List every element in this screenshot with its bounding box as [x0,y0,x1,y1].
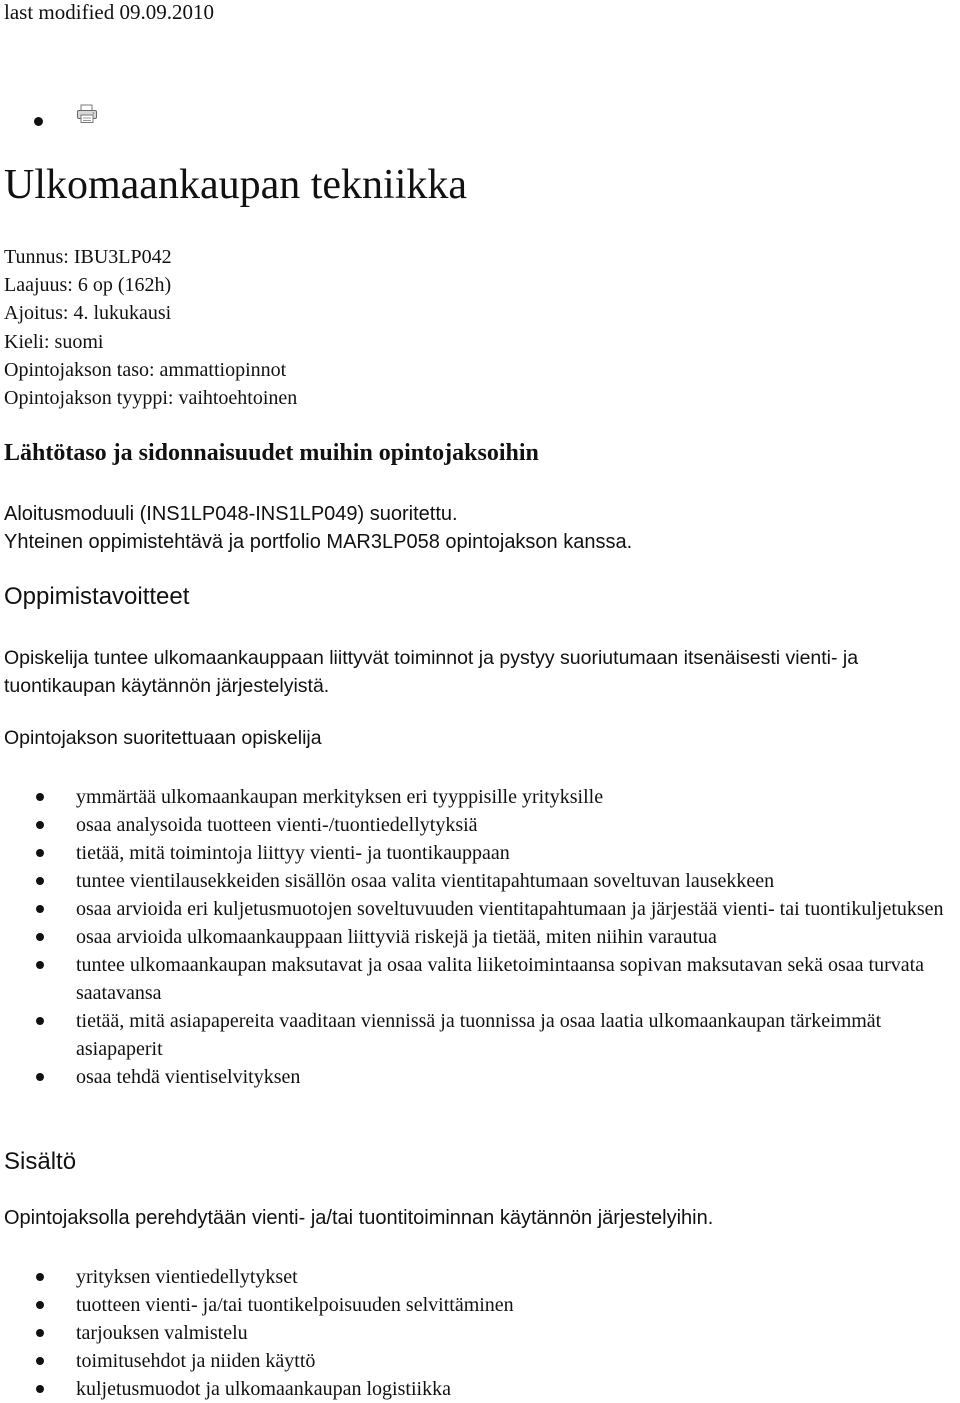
meta-type: Opintojakson tyyppi: vaihtoehtoinen [4,387,298,410]
list-item-text: tuntee vientilausekkeiden sisällön osaa valita vientitapahtumaan soveltuvan lausekkeen [76,870,775,892]
bullet-icon [36,821,44,829]
prerequisites-heading: Lähtötaso ja sidonnaisuudet muihin opintojaksoihin [4,440,539,466]
content-heading: Sisältö [4,1148,77,1175]
list-item [0,1063,952,1091]
list-item-text: tarjouksen valmistelu [76,1322,248,1344]
bullet-icon [36,933,44,941]
list-item [0,895,952,923]
list-item [0,1263,952,1291]
bullet-icon [36,849,44,857]
objectives-list [0,783,960,1091]
list-item-text: tietää, mitä toimintoja liittyy vienti- ja tuontikauppaan [76,842,510,864]
list-item [0,783,952,811]
list-item [0,951,952,1007]
list-item-text: ymmärtää ulkomaankaupan merkityksen eri tyyppisille yrityksille [76,786,604,808]
bullet-icon [36,877,44,885]
meta-code: Tunnus: IBU3LP042 [4,246,172,268]
bullet-icon [36,1329,44,1337]
list-item-text: osaa analysoida tuotteen vienti-/tuontiedellytyksiä [76,814,478,836]
list-item-text: tuntee ulkomaankaupan maksutavat ja osaa valita liiketoimintaansa sopivan maksutavan sekä osaa turvata saatavansa [76,954,925,1004]
meta-credits: Laajuus: 6 op (162h) [4,274,172,297]
list-item [0,1291,952,1319]
page-title: Ulkomaankaupan tekniikka [4,162,468,208]
bullet-icon [36,961,44,969]
list-item-text: toimitusehdot ja niiden käyttö [76,1350,316,1372]
bullet-icon [36,1273,44,1281]
content-intro: Opintojaksolla perehdytään vienti- ja/tai tuontitoiminnan käytännön järjestelyihin. [4,1207,714,1229]
list-item-text: tuotteen vienti- ja/tai tuontikelpoisuuden selvittäminen [76,1294,514,1316]
list-item-text: tietää, mitä asiapapereita vaaditaan viennissä ja tuonnissa ja osaa laatia ulkomaankaupan tärkeimmät asiapaperit [76,1010,882,1060]
list-item-text: osaa arvioida eri kuljetusmuotojen soveltuvuuden vientitapahtumaan ja järjestää vienti- tai tuontikuljetuksen [76,898,944,920]
content-list [0,1263,960,1403]
list-item [0,923,952,951]
list-item [0,811,952,839]
list-item [0,1007,952,1063]
objectives-lead: Opintojakson suoritettuaan opiskelija [4,727,322,749]
list-item-text: osaa tehdä vientiselvityksen [76,1066,301,1088]
printer-icon[interactable] [76,104,98,124]
meta-level: Opintojakson taso: ammattiopinnot [4,358,287,381]
list-item-text: osaa arvioida ulkomaankauppaan liittyviä riskejä ja tietää, miten niihin varautua [76,926,717,948]
list-item [0,1319,952,1347]
bullet-icon [36,1385,44,1393]
course-meta [4,243,297,412]
list-item [0,839,952,867]
meta-language: Kieli: suomi [4,330,104,353]
last-modified: last modified 09.09.2010 [4,0,214,24]
bullet-icon [34,117,43,126]
bullet-icon [36,793,44,801]
prerequisites-text [4,500,632,556]
bullet-icon [36,1357,44,1365]
list-item [0,1347,952,1375]
objectives-heading: Oppimistavoitteet [4,583,190,610]
prerequisites-line: Yhteinen oppimistehtävä ja portfolio MAR3LP058 opintojakson kanssa. [4,531,633,553]
meta-timing: Ajoitus: 4. lukukausi [4,302,172,325]
printer-icon-graphic [76,104,98,124]
objectives-intro: Opiskelija tuntee ulkomaankauppaan liittyvät toiminnot ja pystyy suoriutumaan itsenäisesti vienti- ja tuontikaupan käytännön järjestelyistä. [4,647,859,697]
list-item-text: yrityksen vientiedellytykset [76,1266,298,1288]
list-item-text: kuljetusmuodot ja ulkomaankaupan logistiikka [76,1378,451,1400]
bullet-icon [36,1301,44,1309]
prerequisites-line: Aloitusmoduuli (INS1LP048-INS1LP049) suoritettu. [4,503,458,525]
bullet-icon [36,905,44,913]
list-item [0,867,952,895]
bullet-icon [36,1073,44,1081]
list-item [0,1375,952,1403]
bullet-icon [36,1017,44,1025]
